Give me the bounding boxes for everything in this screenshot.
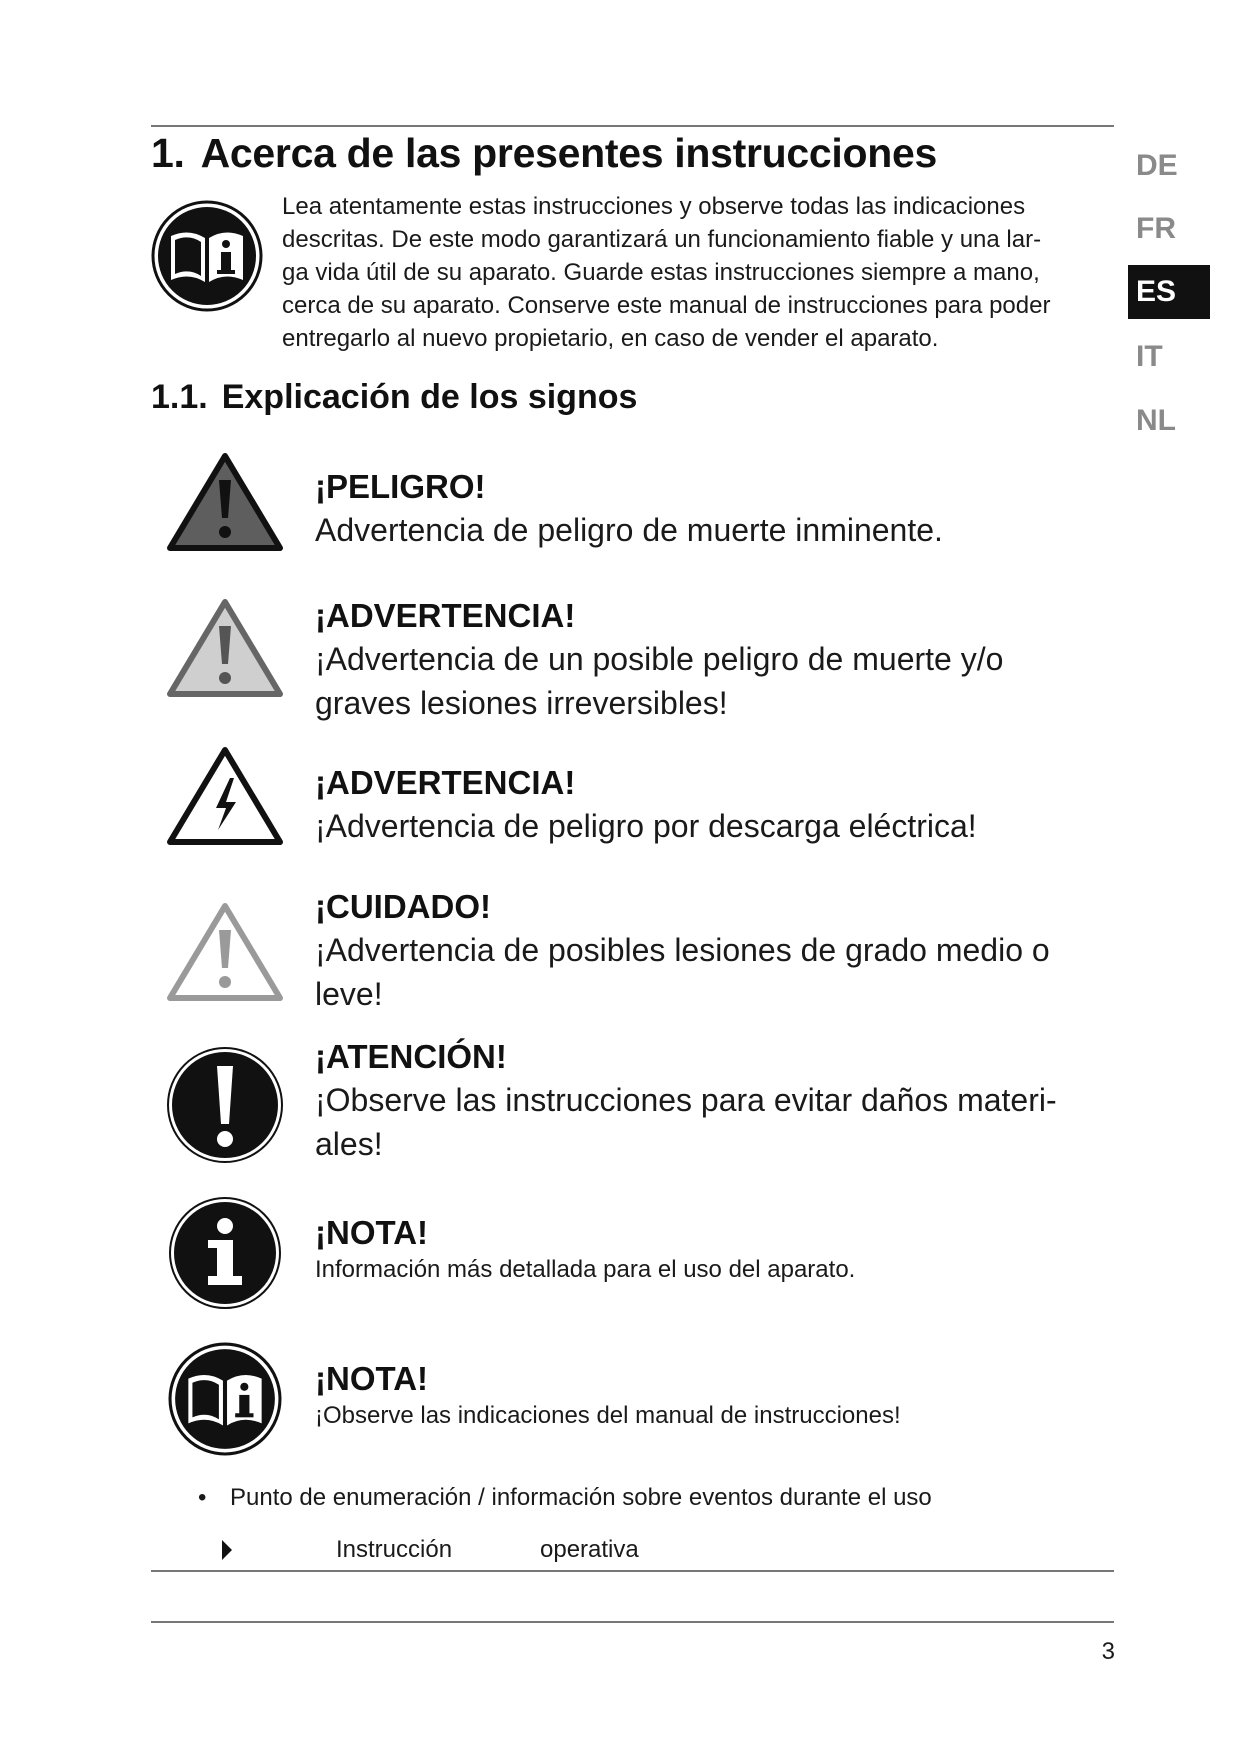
intro-line: entregarlo al nuevo propietario, en caso de vender el aparato. [282, 325, 939, 352]
attention-exclamation-icon [166, 1046, 284, 1164]
symbol-entry [315, 1212, 1105, 1286]
intro-line: Lea atentamente estas instrucciones y observe todas las indicaciones [282, 193, 1026, 220]
lang-tab-nl[interactable]: NL [1136, 404, 1176, 437]
section-title: Acerca de las presentes instrucciones [200, 130, 937, 176]
symbol-title: ¡CUIDADO! [315, 888, 491, 925]
symbol-entry [315, 886, 1105, 1016]
symbol-entry [315, 1036, 1105, 1166]
subsection-number: 1.1. [151, 378, 208, 416]
symbol-title: ¡ADVERTENCIA! [315, 597, 576, 634]
instruction-arrow-icon [222, 1540, 232, 1560]
bullet-item [198, 1484, 932, 1512]
danger-triangle-icon [166, 452, 284, 552]
intro-line: ga vida útil de su aparato. Guarde estas instrucciones siempre a mano, [282, 259, 1040, 286]
symbol-entry [315, 595, 1105, 725]
manual-book-icon [168, 1342, 282, 1456]
warning-triangle-icon [166, 598, 284, 698]
bullet-text: Punto de enumeración / información sobre eventos durante el uso [230, 1484, 932, 1511]
symbol-description: ¡Observe las instrucciones para evitar daños materi- [315, 1082, 1057, 1118]
lang-tab-es[interactable]: ES [1128, 265, 1210, 319]
section-heading [151, 130, 937, 177]
top-rule [151, 125, 1114, 127]
page-number: 3 [1101, 1638, 1115, 1665]
symbol-description: ¡Advertencia de peligro por descarga eléctrica! [315, 808, 977, 844]
section-number: 1. [151, 130, 185, 176]
caution-triangle-icon [166, 902, 284, 1002]
symbol-description: Información más detallada para el uso del aparato. [315, 1256, 856, 1283]
intro-line: cerca de su aparato. Conserve este manual de instrucciones para poder [282, 292, 1051, 319]
symbol-title: ¡NOTA! [315, 1214, 429, 1251]
symbol-description: leve! [315, 976, 383, 1012]
symbol-entry [315, 762, 1105, 848]
info-icon [168, 1196, 282, 1310]
symbol-title: ¡NOTA! [315, 1360, 429, 1397]
symbol-description: ¡Advertencia de un posible peligro de muerte y/o [315, 641, 1004, 677]
lang-tab-it[interactable]: IT [1136, 340, 1163, 373]
symbol-title: ¡ATENCIÓN! [315, 1038, 507, 1075]
lang-tab-fr[interactable]: FR [1136, 212, 1176, 245]
instruction-word-2: operativa [540, 1536, 639, 1563]
intro-line: descritas. De este modo garantizará un funcionamiento fiable y una lar- [282, 226, 1042, 253]
symbol-entry [315, 1358, 1105, 1432]
symbol-description: ¡Observe las indicaciones del manual de instrucciones! [315, 1402, 901, 1429]
symbol-entry [315, 466, 1105, 552]
bullet-dot-icon: • [198, 1484, 207, 1511]
instruction-word-1: Instrucción [336, 1536, 453, 1563]
subsection-heading [151, 378, 637, 417]
footer-rule [151, 1621, 1114, 1623]
symbol-title: ¡PELIGRO! [315, 468, 486, 505]
symbol-description: Advertencia de peligro de muerte inminente. [315, 512, 943, 548]
intro-paragraph [282, 190, 1112, 355]
symbol-description: ¡Advertencia de posibles lesiones de grado medio o [315, 932, 1050, 968]
symbol-title: ¡ADVERTENCIA! [315, 764, 576, 801]
lang-tab-de[interactable]: DE [1136, 149, 1178, 182]
bottom-rule [151, 1570, 1114, 1572]
symbol-description: ales! [315, 1126, 383, 1162]
manual-book-icon [151, 200, 263, 312]
subsection-title: Explicación de los signos [221, 378, 638, 416]
symbol-description: graves lesiones irreversibles! [315, 685, 728, 721]
electric-shock-triangle-icon [166, 746, 284, 846]
